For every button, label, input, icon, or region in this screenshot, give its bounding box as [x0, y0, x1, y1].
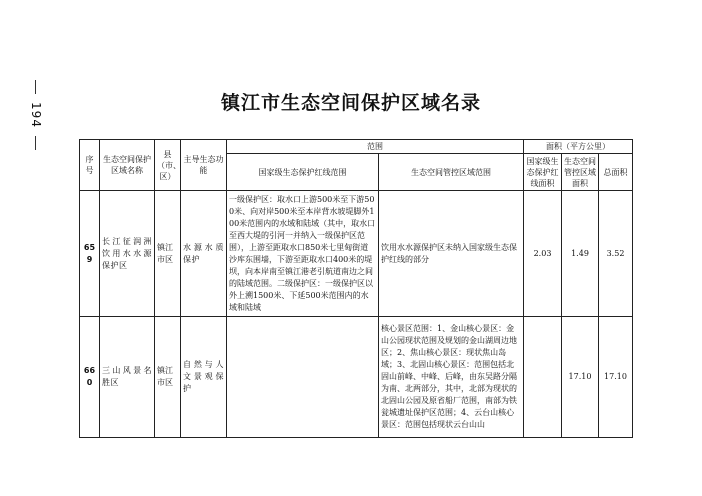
header-area-group: 面积（平方公里）	[524, 140, 633, 154]
header-seq: 序号	[80, 140, 100, 191]
row-county: 镇江市区	[155, 317, 181, 438]
table-row	[80, 317, 633, 438]
row-total-area: 17.10	[599, 317, 633, 438]
row-national-scope	[227, 317, 379, 438]
row-function: 水源水质保护	[181, 191, 227, 317]
row-national-area	[524, 317, 562, 438]
page-title: 镇江市生态空间保护区域名录	[220, 92, 481, 114]
row-county: 镇江市区	[155, 191, 181, 317]
row-seq: 659	[80, 191, 100, 317]
header-control-scope: 生态空间管控区域范围	[379, 154, 524, 191]
row-control-scope: 饮用水水源保护区未纳入国家级生态保护红线的部分	[379, 191, 524, 317]
header-national-area: 国家级生态保护红线面积	[524, 154, 562, 191]
header-county: 县（市、区）	[155, 140, 181, 191]
row-control-area: 1.49	[562, 191, 599, 317]
header-national-scope: 国家级生态保护红线范围	[227, 154, 379, 191]
header-name: 生态空间保护区域名称	[100, 140, 155, 191]
page-number: 194	[29, 102, 43, 128]
row-name: 长江征润洲饮用水水源保护区	[100, 191, 155, 317]
page-number-dash-bottom	[35, 136, 36, 150]
table-row	[80, 191, 633, 317]
header-function: 主导生态功能	[181, 140, 227, 191]
row-national-scope: 一级保护区：取水口上游500米至下游500米、向对岸500米至本岸背水坡堤脚外100米范围内的水域和陆域（其中，取水口至西大堤的引河一并纳入一级保护区范围），上游至距取水口850米七里甸街道沙库东围墙，下游至距取水口400米的堤坝，向本岸南至镇江港老引航道南边之间的陆域范围。二级保护区：一级保护区以外上溯1500米、下延500米范围内的水域和陆域	[227, 191, 379, 317]
header-total-area: 总面积	[599, 154, 633, 191]
row-control-scope-text: 核心景区范围：1、金山核心景区：金山公园现状范围及规划的金山湖周边地区；2、焦山核心景区：现状焦山岛域；3、北固山核心景区：范围包括北固山前峰、中峰、后峰，由东吴路分隔为南、北两部分，其中，北部为现状的北固山公园及原省船厂范围，南部为铁瓮城遗址保护区范围；4、云台山核心景区：范围包括现状云台山山	[381, 324, 517, 429]
row-control-scope	[379, 317, 524, 438]
row-control-area: 17.10	[562, 317, 599, 438]
row-seq: 660	[80, 317, 100, 438]
row-function: 自然与人文景观保护	[181, 317, 227, 438]
row-total-area: 3.52	[599, 191, 633, 317]
row-name: 三山风景名胜区	[100, 317, 155, 438]
records-table	[79, 139, 633, 438]
row-national-area: 2.03	[524, 191, 562, 317]
header-control-area: 生态空间管控区域面积	[562, 154, 599, 191]
header-scope-group: 范围	[227, 140, 524, 154]
